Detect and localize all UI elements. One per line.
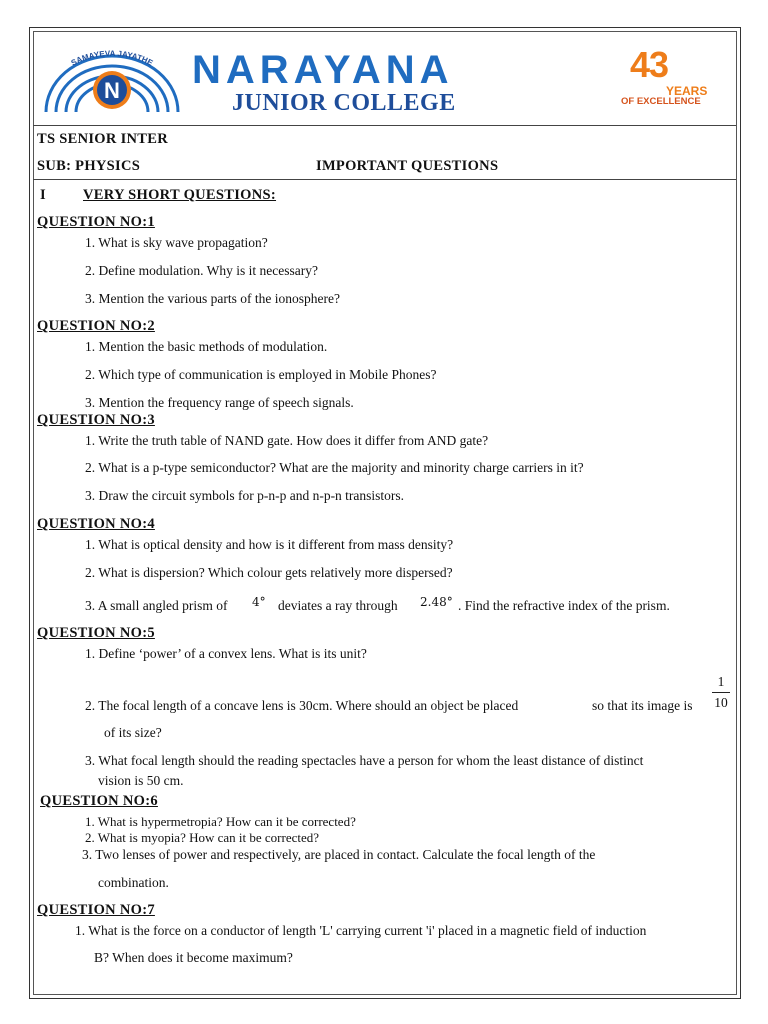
question-item-part: combination. xyxy=(98,875,169,890)
narayana-logo xyxy=(40,50,184,114)
section-title: VERY SHORT QUESTIONS: xyxy=(83,187,277,203)
question-item: 1. Write the truth table of NAND gate. How does it differ from AND gate? xyxy=(85,433,489,448)
brand-name: NARAYANA xyxy=(192,48,454,92)
question-item: 1. Define ‘power’ of a convex lens. What is its unit? xyxy=(85,646,367,661)
years-tagline: OF EXCELLENCE xyxy=(621,96,701,107)
question-item-part: of its size? xyxy=(104,725,162,740)
divider xyxy=(33,179,736,180)
fraction-bar xyxy=(712,692,730,693)
question-item: 1. What is optical density and how is it different from mass density? xyxy=(85,537,454,552)
question-item-part: . Find the refractive index of the prism. xyxy=(458,598,670,613)
divider xyxy=(33,125,736,126)
question-item: 1. Mention the basic methods of modulation. xyxy=(85,339,328,354)
question-item: 1. What is hypermetropia? How can it be corrected? xyxy=(85,814,356,829)
question-item: 2. What is a p-type semiconductor? What are the majority and minority charge carriers in it? xyxy=(85,460,584,475)
subject-label: SUB: PHYSICS xyxy=(37,158,141,174)
question-item: 2. Which type of communication is employed in Mobile Phones? xyxy=(85,367,437,382)
question-item: 1. What is sky wave propagation? xyxy=(85,235,268,250)
fraction-denominator: 10 xyxy=(714,695,728,710)
section-number: I xyxy=(40,187,46,203)
math-angle: 2.48° xyxy=(420,595,453,609)
years-label: YEARS xyxy=(666,84,708,98)
question-item: 3. Mention the various parts of the ionosphere? xyxy=(85,291,340,306)
question-heading: QUESTION NO:3 xyxy=(37,412,155,428)
question-heading: QUESTION NO:4 xyxy=(37,516,155,532)
question-item-part: B? When does it become maximum? xyxy=(94,950,293,965)
years-number: 43 xyxy=(630,44,669,85)
question-item: 2. Define modulation. Why is it necessary? xyxy=(85,263,318,278)
math-angle: 4° xyxy=(252,595,266,609)
logo-motto: SAMAYEVA JAYATHE xyxy=(69,50,155,68)
question-item-part: 1. What is the force on a conductor of length 'L' carrying current 'i' placed in a magnetic field of induction xyxy=(75,923,647,938)
course-label: TS SENIOR INTER xyxy=(37,131,169,147)
question-item-part: 2. The focal length of a concave lens is 30cm. Where should an object be placed xyxy=(85,698,519,713)
college-name: JUNIOR COLLEGE xyxy=(232,90,456,116)
question-item-part: so that its image is xyxy=(592,698,693,713)
question-heading: QUESTION NO:7 xyxy=(37,902,155,918)
question-item-part: 3. What focal length should the reading spectacles have a person for whom the least distance of distinct xyxy=(85,753,644,768)
question-item-part: deviates a ray through xyxy=(278,598,398,613)
question-item: 3. Mention the frequency range of speech signals. xyxy=(85,395,354,410)
logo-letter: N xyxy=(104,78,120,103)
question-heading: QUESTION NO:1 xyxy=(37,214,155,230)
question-item-part: 3. Two lenses of power and respectively, are placed in contact. Calculate the focal length of the xyxy=(82,847,596,862)
question-item-part: 3. A small angled prism of xyxy=(85,598,228,613)
question-heading: QUESTION NO:2 xyxy=(37,318,155,334)
fraction-numerator: 1 xyxy=(717,674,725,689)
question-item: 2. What is dispersion? Which colour gets relatively more dispersed? xyxy=(85,565,453,580)
question-item: 2. What is myopia? How can it be corrected? xyxy=(85,830,320,845)
question-heading: QUESTION NO:6 xyxy=(40,793,158,809)
question-heading: QUESTION NO:5 xyxy=(37,625,155,641)
fraction xyxy=(712,674,730,711)
question-item-part: vision is 50 cm. xyxy=(98,773,184,788)
doc-type-label: IMPORTANT QUESTIONS xyxy=(316,158,499,174)
question-item: 3. Draw the circuit symbols for p-n-p and n-p-n transistors. xyxy=(85,488,405,503)
